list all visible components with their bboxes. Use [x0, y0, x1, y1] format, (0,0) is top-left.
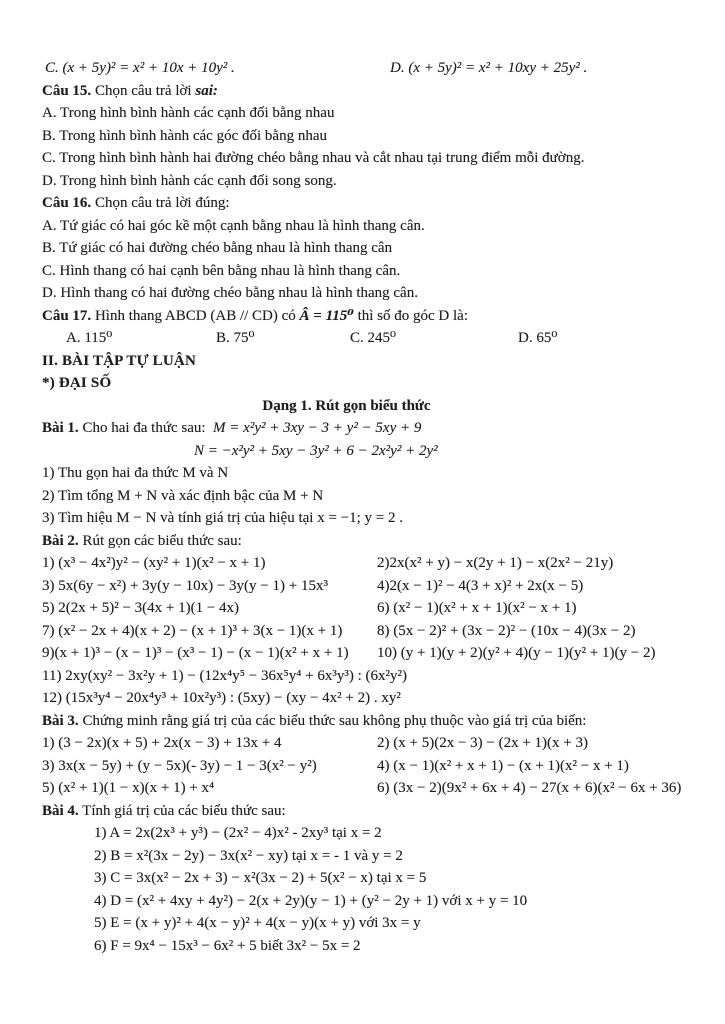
exercise-item: 5) (x² + 1)(1 − x)(x + 1) + x⁴ — [42, 780, 215, 796]
exercise-2-row — [42, 642, 701, 665]
question-15-label: Câu 15. — [42, 82, 92, 99]
question-17-options-row — [42, 327, 701, 350]
section-algebra-subtitle: *) ĐẠI SỐ — [42, 375, 112, 391]
exercise-3-title: Chứng minh rằng giá trị của các biểu thức sau không phụ thuộc vào giá trị của biến: — [82, 712, 587, 729]
question-17-option-a: A. 115⁰ — [66, 330, 113, 346]
question-16-label: Câu 16. — [42, 195, 92, 211]
exercise-2-heading — [42, 530, 701, 553]
exercise-1-item: 2) Tìm tổng M + N và xác định bậc của M + N — [42, 487, 324, 504]
exercise-2-row — [42, 575, 701, 598]
question-17-math: Â = 115⁰ — [299, 307, 354, 324]
exercise-4-title: Tính giá trị của các biểu thức sau: — [82, 802, 286, 819]
exercise-item: 2) B = x²(3x − 2y) − 3x(x² − xy) tại x = - 1 và y = 2 — [94, 847, 403, 864]
exercise-item: 7) (x² − 2x + 4)(x + 2) − (x + 1)³ + 3(x − 1)(x + 1) — [42, 622, 343, 639]
exercise-1-label: Bài 1. — [42, 420, 79, 436]
exercise-2-label: Bài 2. — [42, 532, 79, 549]
exercise-1-equation-m: M = x²y² + 3xy − 3 + y² − 5xy + 9 — [213, 420, 422, 436]
exercise-item: 4) (x − 1)(x² + x + 1) − (x + 1)(x² − x + 1) — [377, 757, 629, 774]
exercise-item: 4)2(x − 1)² − 4(3 + x)² + 2x(x − 5) — [377, 577, 584, 594]
exercise-item: 9)(x + 1)³ − (x − 1)³ − (x³ − 1) − (x − 1)(x² + x + 1) — [42, 645, 349, 661]
exercise-item: 11) 2xy(xy² − 3x²y + 1) − (12x⁴y⁵ − 36x⁵y⁴ + 6x³y³) : (6x²y²) — [42, 667, 408, 684]
exercise-item: 4) D = (x² + 4xy + 4y²) − 2(x + 2y)(y − 1) + (y² − 2y + 1) với x + y = 10 — [94, 892, 528, 909]
exercise-item: 1) A = 2x(2x³ + y³) − (2x² − 4)x² - 2xy³ tại x = 2 — [94, 825, 382, 841]
answer-option-c: C. (x + 5y)² = x² + 10x + 10y² . — [45, 60, 235, 76]
exercise-2-row — [42, 552, 701, 575]
exercise-item: 10) (y + 1)(y + 2)(y² + 4)(y − 1)(y² + 1)(y − 2) — [377, 645, 656, 661]
question-17-text-pre: Hình thang ABCD (AB // CD) có — [94, 307, 296, 324]
exercise-item: 5) E = (x + y)² + 4(x − y)² + 4(x − y)(x + y) với 3x = y — [94, 915, 421, 931]
exercise-1-item: 1) Thu gọn hai đa thức M và N — [42, 465, 229, 481]
exercise-2-title: Rút gọn các biểu thức sau: — [82, 532, 242, 549]
question-16-option-c: C. Hình thang có hai cạnh bên bằng nhau là hình thang cân. — [42, 262, 401, 279]
exercise-3-row — [42, 777, 701, 800]
exercise-3-label: Bài 3. — [42, 712, 79, 729]
exercise-1-heading — [42, 417, 701, 440]
question-15-option-b: B. Trong hình bình hành các góc đối bằng nhau — [42, 127, 327, 144]
exercise-item: 3) 5x(6y − x²) + 3y(y − 10x) − 3y(y − 1) + 15x³ — [42, 577, 328, 594]
exercise-1-intro: Cho hai đa thức sau: — [82, 420, 206, 436]
exercise-3-heading — [42, 710, 701, 733]
exercise-item: 1) (x³ − 4x²)y² − (xy² + 1)(x² − x + 1) — [42, 555, 266, 571]
exercise-1-equation-n: N = −x²y² + 5xy − 3y² + 6 − 2x²y² + 2y² — [194, 442, 438, 459]
exercise-item: 6) (3x − 2)(9x² + 6x + 4) − 27(x + 6)(x² − 6x + 36) — [377, 780, 682, 796]
exercise-4-label: Bài 4. — [42, 802, 79, 819]
question-16-heading — [42, 192, 701, 215]
exercise-item: 3) C = 3x(x² − 2x + 3) − x²(3x − 2) + 5(x² − x) tại x = 5 — [94, 870, 427, 886]
exercise-item: 12) (15x³y⁴ − 20x⁴y³ + 10x²y³) : (5xy) − (xy − 4x² + 2) . xy² — [42, 690, 401, 706]
question-15-heading — [42, 80, 701, 103]
exercise-item: 2) (x + 5)(2x − 3) − (2x + 1)(x + 3) — [377, 735, 589, 751]
question-15-option-c: C. Trong hình bình hành hai đường chéo bằng nhau và cắt nhau tại trung điểm mỗi đường. — [42, 150, 585, 166]
answer-option-d: D. (x + 5y)² = x² + 10xy + 25y² . — [390, 60, 588, 76]
question-16-option-b: B. Tứ giác có hai đường chéo bằng nhau là hình thang cân — [42, 240, 393, 256]
question-16-option-a: A. Tứ giác có hai góc kề một cạnh bằng nhau là hình thang cân. — [42, 217, 425, 234]
exercise-item: 8) (5x − 2)² + (3x − 2)² − (10x − 4)(3x − 2) — [377, 622, 636, 639]
question-17-text-post: thì số đo góc D là: — [357, 307, 468, 324]
mc-answer-row — [42, 57, 701, 80]
question-16-text: Chọn câu trả lời đúng: — [94, 195, 230, 211]
exercise-2-row — [42, 620, 701, 643]
question-16-option-d: D. Hình thang có hai đường chéo bằng nhau là hình thang cân. — [42, 285, 418, 301]
exercise-3-row — [42, 755, 701, 778]
dang-1-heading: Dạng 1. Rút gọn biểu thức — [262, 397, 431, 414]
exercise-1-item: 3) Tìm hiệu M − N và tính giá trị của hiệu tại x = −1; y = 2 . — [42, 510, 404, 526]
exercise-item: 3) 3x(x − 5y) + (y − 5x)(- 3y) − 1 − 3(x² − y²) — [42, 757, 317, 774]
question-17-option-d: D. 65⁰ — [518, 330, 558, 346]
question-15-option-a: A. Trong hình bình hành các cạnh đối bằng nhau — [42, 105, 335, 121]
question-15-option-d: D. Trong hình bình hành các cạnh đối song song. — [42, 172, 337, 189]
exercise-item: 6) F = 9x⁴ − 15x³ − 6x² + 5 biết 3x² − 5x = 2 — [94, 937, 361, 954]
exercise-item: 2)2x(x² + y) − x(2y + 1) − x(2x² − 21y) — [377, 555, 614, 571]
question-15-text: Chọn câu trả lời — [94, 82, 192, 99]
question-15-emphasis: sai: — [195, 82, 218, 99]
question-17-option-c: C. 245⁰ — [350, 330, 397, 346]
section-2-title: II. BÀI TẬP TỰ LUẬN — [42, 352, 196, 369]
exercise-item: 6) (x² − 1)(x² + x + 1)(x² − x + 1) — [377, 600, 577, 616]
question-17-option-b: B. 75⁰ — [216, 330, 255, 346]
exercise-item: 5) 2(2x + 5)² − 3(4x + 1)(1 − 4x) — [42, 600, 240, 616]
exercise-2-row — [42, 597, 701, 620]
exercise-4-heading — [42, 800, 701, 823]
question-17-label: Câu 17. — [42, 307, 92, 324]
exercise-item: 1) (3 − 2x)(x + 5) + 2x(x − 3) + 13x + 4 — [42, 735, 282, 751]
exercise-3-row — [42, 732, 701, 755]
question-17-heading — [42, 305, 701, 328]
